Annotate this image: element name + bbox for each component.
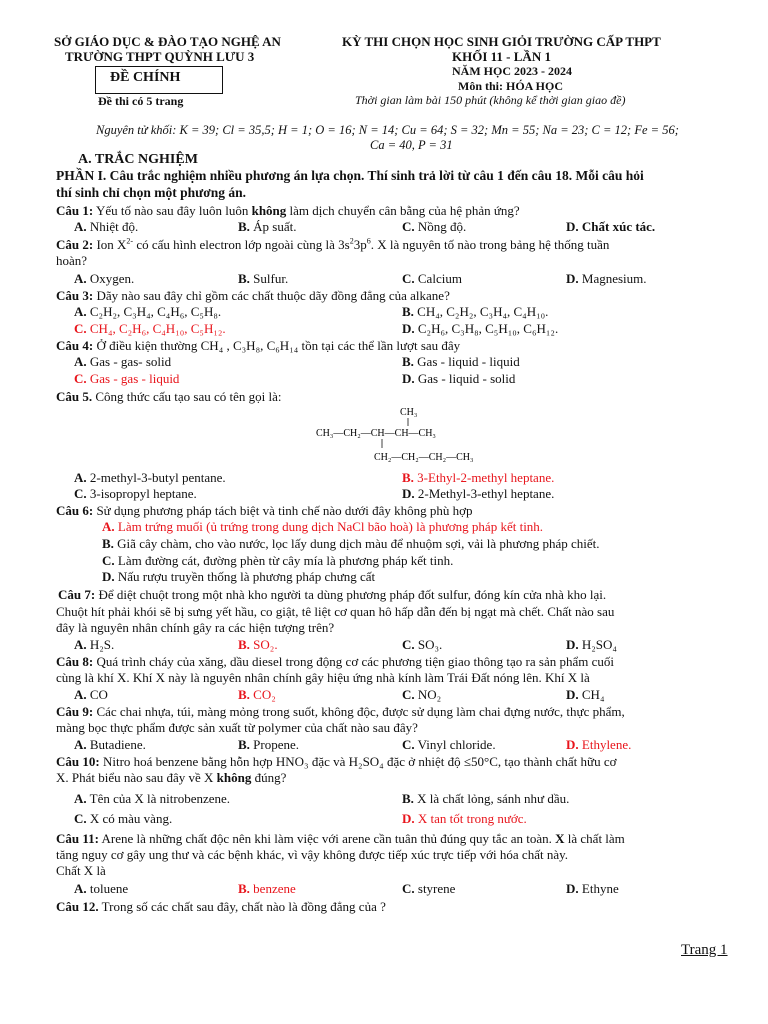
q10-option-b[interactable]: B. X là chất lỏng, sánh như dầu.: [402, 791, 570, 806]
question-10: Câu 10: Nitro hoá benzene bằng hỗn hợp HNO₃ đặc và H₂SO₄ đặc ở nhiệt độ ≤50°C, tạo thành chất hữu cơ: [56, 754, 617, 769]
q4-option-b[interactable]: B. Gas - liquid - liquid: [402, 354, 520, 369]
atomic-masses-line1: Nguyên tử khối: K = 39; Cl = 35,5; H = 1; O = 16; N = 14; Cu = 64; S = 32; Mn = 55; Na = 23; C = 12; Fe = 56;: [96, 123, 679, 137]
part-instructions-2: thí sinh chỉ chọn một phương án.: [56, 185, 247, 200]
q9-option-a[interactable]: A. Butadiene.: [74, 737, 146, 752]
school-year: NĂM HỌC 2023 - 2024: [452, 64, 572, 78]
question-6: Câu 6: Sử dụng phương pháp tách biệt và tinh chế nào dưới đây không phù hợp: [56, 503, 473, 518]
q7-option-a[interactable]: A. H₂S.: [74, 637, 115, 652]
q2-option-b[interactable]: B. Sulfur.: [238, 271, 289, 286]
q3-option-b[interactable]: B. CH₄, C₂H₂, C₃H₄, C₄H₁₀.: [402, 304, 549, 319]
subject: Môn thi: HÓA HỌC: [458, 79, 564, 93]
exam-title: KỲ THI CHỌN HỌC SINH GIỎI TRƯỜNG CẤP THPT: [342, 34, 661, 49]
question-7-line3: đây là nguyên nhân chính gây ra các hiện tượng trên?: [56, 620, 335, 635]
q10-option-c[interactable]: C. X có màu vàng.: [74, 811, 173, 826]
structural-formula: [310, 402, 490, 468]
question-12: Câu 12. Trong số các chất sau đây, chất nào là đồng đẳng của ?: [56, 899, 386, 914]
q1-option-d[interactable]: D. Chất xúc tác.: [566, 219, 656, 234]
q9-option-d[interactable]: D. Ethylene.: [566, 737, 632, 752]
q11-option-a[interactable]: A. toluene: [74, 881, 129, 896]
q6-option-b[interactable]: B. Giã cây chàm, cho vào nước, lọc lấy dung dịch màu để nhuộm sợi, vải là phương pháp chiết.: [102, 536, 600, 551]
q4-option-d[interactable]: D. Gas - liquid - solid: [402, 371, 516, 386]
q3-option-a[interactable]: A. C₂H₂, C₃H₄, C₄H₆, C₅H₈.: [74, 304, 222, 319]
page-number: Trang 1: [681, 942, 728, 958]
question-1: Câu 1: Yếu tố nào sau đây luôn luôn không làm dịch chuyển cân bằng của hệ phản ứng?: [56, 203, 520, 218]
q8-option-c[interactable]: C. NO₂: [402, 687, 442, 702]
time-note: Thời gian làm bài 150 phút (không kể thời gian giao đề): [355, 93, 626, 107]
q1-option-c[interactable]: C. Nồng độ.: [402, 219, 467, 234]
q1-option-a[interactable]: A. Nhiệt độ.: [74, 219, 139, 234]
q11-option-d[interactable]: D. Ethyne: [566, 881, 619, 896]
question-9: Câu 9: Các chai nhựa, túi, màng mỏng trong suốt, không độc, được sử dụng làm chai đựng nước, thực phẩm,: [56, 704, 625, 719]
q7-option-d[interactable]: D. H₂SO₄: [566, 637, 617, 652]
school-name: TRƯỜNG THPT QUỲNH LƯU 3: [65, 49, 255, 64]
section-title: A. TRẮC NGHIỆM: [78, 152, 198, 167]
q7-option-c[interactable]: C. SO₃.: [402, 637, 443, 652]
page-count: Đề thi có 5 trang: [98, 94, 184, 108]
question-3: Câu 3: Dãy nào sau đây chỉ gồm các chất thuộc dãy đồng đẳng của alkane?: [56, 288, 450, 303]
question-8: Câu 8: Quá trình cháy của xăng, dầu diesel trong động cơ các phương tiện giao thông tạo ra sản phẩm cuối: [56, 654, 614, 669]
q5-option-a[interactable]: A. 2-methyl-3-butyl pentane.: [74, 470, 226, 485]
question-4: Câu 4: Ở điều kiện thường CH₄ , C₃H₈, C₆H₁₄ tồn tại các thể lần lượt sau đây: [56, 338, 461, 353]
q8-option-d[interactable]: D. CH₄: [566, 687, 605, 702]
q3-option-d[interactable]: D. C₂H₆, C₃H₈, C₅H₁₀, C₆H₁₂.: [402, 321, 559, 336]
question-10-line2: X. Phát biểu nào sau đây về X không đúng?: [56, 770, 287, 785]
question-11-line3: Chất X là: [56, 863, 106, 878]
question-5: Câu 5. Công thức cấu tạo sau có tên gọi là:: [56, 389, 282, 404]
q4-option-a[interactable]: A. Gas - gas- solid: [74, 354, 172, 369]
question-9-line2: màng bọc thực phẩm được sản xuất từ polymer của chất nào sau đây?: [56, 720, 418, 735]
q7-option-b[interactable]: B. SO₂.: [238, 637, 278, 652]
q2-option-a[interactable]: A. Oxygen.: [74, 271, 135, 286]
question-2-line2: hoàn?: [56, 253, 88, 268]
q3-option-c[interactable]: C. CH₄, C₂H₆, C₄H₁₀, C₅H₁₂.: [74, 321, 226, 336]
q1-label: Câu 1:: [56, 203, 94, 218]
q5-option-b[interactable]: B. 3-Ethyl-2-methyl heptane.: [402, 470, 555, 485]
q2-option-c[interactable]: C. Calcium: [402, 271, 462, 286]
q5-option-c[interactable]: C. 3-isopropyl heptane.: [74, 486, 197, 501]
q11-option-b[interactable]: B. benzene: [238, 881, 296, 896]
part-instructions-1: PHẦN I. Câu trắc nghiệm nhiều phương án lựa chọn. Thí sinh trả lời từ câu 1 đến câu 18. Mỗi câu hỏi: [56, 168, 644, 183]
q11-option-c[interactable]: C. styrene: [402, 881, 456, 896]
q10-option-a[interactable]: A. Tên của X là nitrobenzene.: [74, 791, 231, 806]
q10-option-d[interactable]: D. X tan tốt trong nước.: [402, 811, 527, 826]
question-11-line2: tăng nguy cơ gây ung thư và các bệnh khác, vì vậy không được tiếp xúc trực tiếp với hóa chất này.: [56, 847, 569, 862]
struct-bottom-chain: CH₂—CH₂—CH₂—CH₃: [374, 452, 474, 463]
struct-main-chain: CH₃—CH₂—CH—CH—CH₃: [316, 428, 436, 439]
dept-name: SỞ GIÁO DỤC & ĐÀO TẠO NGHỆ AN: [54, 34, 281, 49]
q8-option-b[interactable]: B. CO₂: [238, 687, 276, 702]
q6-option-c[interactable]: C. Làm đường cát, đường phèn từ cây mía là phương pháp kết tinh.: [102, 553, 454, 568]
grade-title: KHỐI 11 - LẦN 1: [452, 49, 551, 64]
question-2: Câu 2: Ion $X^{2-}$ có cấu hình electron lớp ngoài cùng là $3s^23p^6$. X là nguyên tố nào trong bảng hệ thống tuần: [56, 236, 610, 252]
atomic-masses-line2: Ca = 40, P = 31: [370, 138, 453, 152]
q1-option-b[interactable]: B. Áp suất.: [238, 219, 297, 234]
q9-option-b[interactable]: B. Propene.: [238, 737, 300, 752]
q6-option-a[interactable]: A. Làm trứng muối (ủ trứng trong dung dịch NaCl bão hoà) là phương pháp kết tinh.: [102, 519, 544, 534]
struct-top-group: CH₃: [400, 407, 418, 418]
question-11: Câu 11: Arene là những chất độc nên khi làm việc với arene cần tuân thủ đúng quy tắc an toàn. X là chất làm: [56, 831, 625, 846]
q8-option-a[interactable]: A. CO: [74, 687, 108, 702]
q2-option-d[interactable]: D. Magnesium.: [566, 271, 647, 286]
question-7: Câu 7: Để diệt chuột trong một nhà kho người ta dùng phương pháp đốt sulfur, đóng kín cửa nhà kho lại.: [58, 587, 607, 602]
q6-option-d[interactable]: D. Nấu rượu truyền thống là phương pháp chưng cất: [102, 569, 376, 584]
question-8-line2: cùng là khí X. Khí X này là nguyên nhân chính gây hiệu ứng nhà kính làm Trái Đất nóng lên. Khí X là: [56, 670, 590, 685]
question-7-line2: Chuột hít phải khói sẽ bị sưng yết hầu, co giật, tê liệt cơ quan hô hấp dẫn đến bị ngạt mà chết. Chất nào sau: [56, 604, 615, 619]
q4-option-c[interactable]: C. Gas - gas - liquid: [74, 371, 180, 386]
official-label: ĐỀ CHÍNH: [110, 70, 181, 85]
q9-option-c[interactable]: C. Vinyl chloride.: [402, 737, 496, 752]
q5-option-d[interactable]: D. 2-Methyl-3-ethyl heptane.: [402, 486, 555, 501]
